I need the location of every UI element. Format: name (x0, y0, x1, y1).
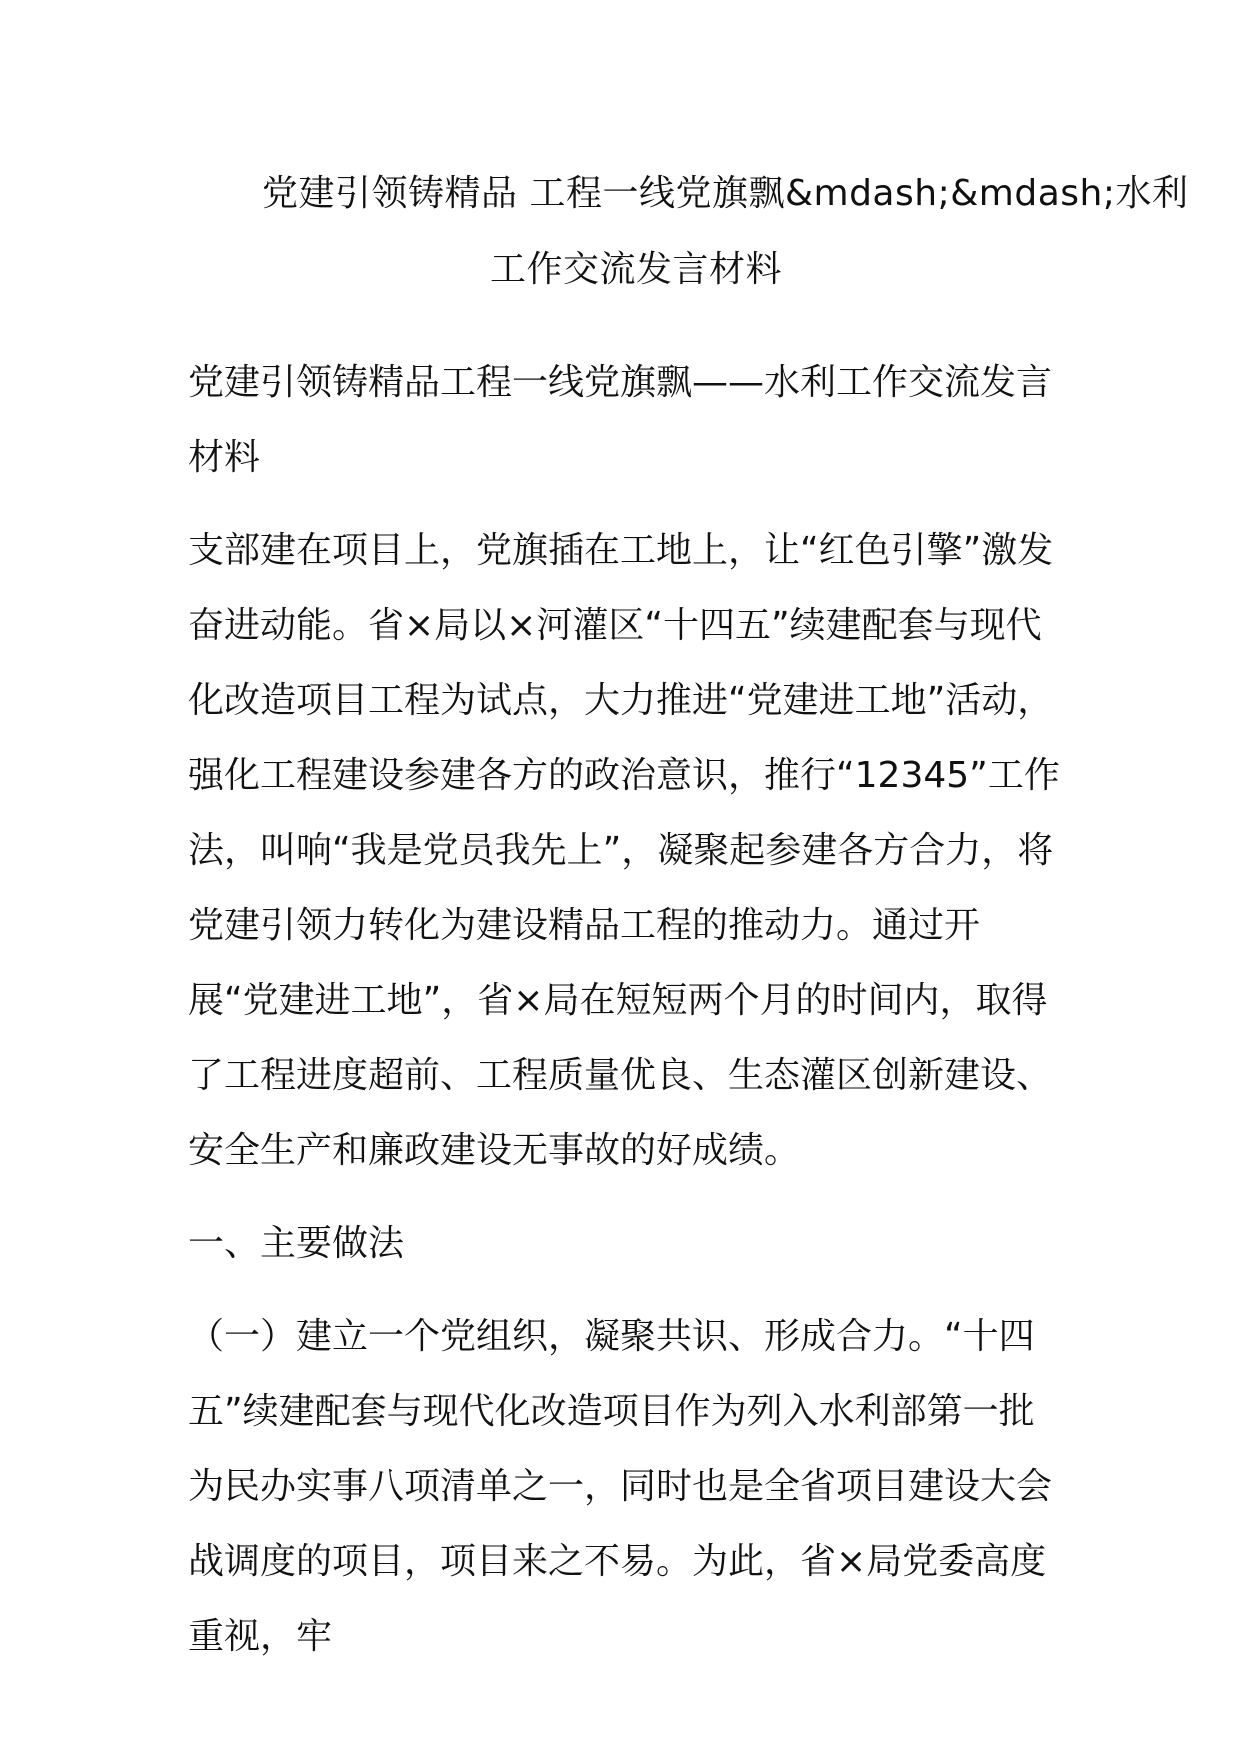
section-heading: 一、主要做法 (188, 1223, 405, 1264)
title-line-2: 工作交流发言材料 (490, 249, 783, 290)
title-line-1: 党建引领铸精品 工程一线党旗飘&mdash;&mdash;水利 (262, 173, 1189, 214)
document-subtitle: 党建引领铸精品工程一线党旗飘——水利工作交流发言材料 (188, 362, 1053, 478)
intro-paragraph: 支部建在项目上，党旗插在工地上，让“红色引擎”激发奋进动能。省×局以×河灌区“十四五”续建配套与现代化改造项目工程为试点，大力推进“党建进工地”活动，强化工程建设参建各方的政治意识，推行“12345”工作法，叫响“我是党员我先上”，凝聚起参建各方合力，将党建引领力转化为建设精品工程的推动力。通过开展“党建进工地”，省×局在短短两个月的时间内，取得了工程进度超前、工程质量优良、生态灌区创新建设、安全生产和廉政建设无事故的好成绩。 (188, 530, 1060, 1171)
document-body (188, 345, 1068, 1674)
section-paragraph: （一）建立一个党组织，凝聚共识、形成合力。“十四五”续建配套与现代化改造项目作为列入水利部第一批为民办实事八项清单之一，同时也是全省项目建设大会战调度的项目，项目来之不易。为此，省×局党委高度重视，牢 (188, 1316, 1053, 1657)
